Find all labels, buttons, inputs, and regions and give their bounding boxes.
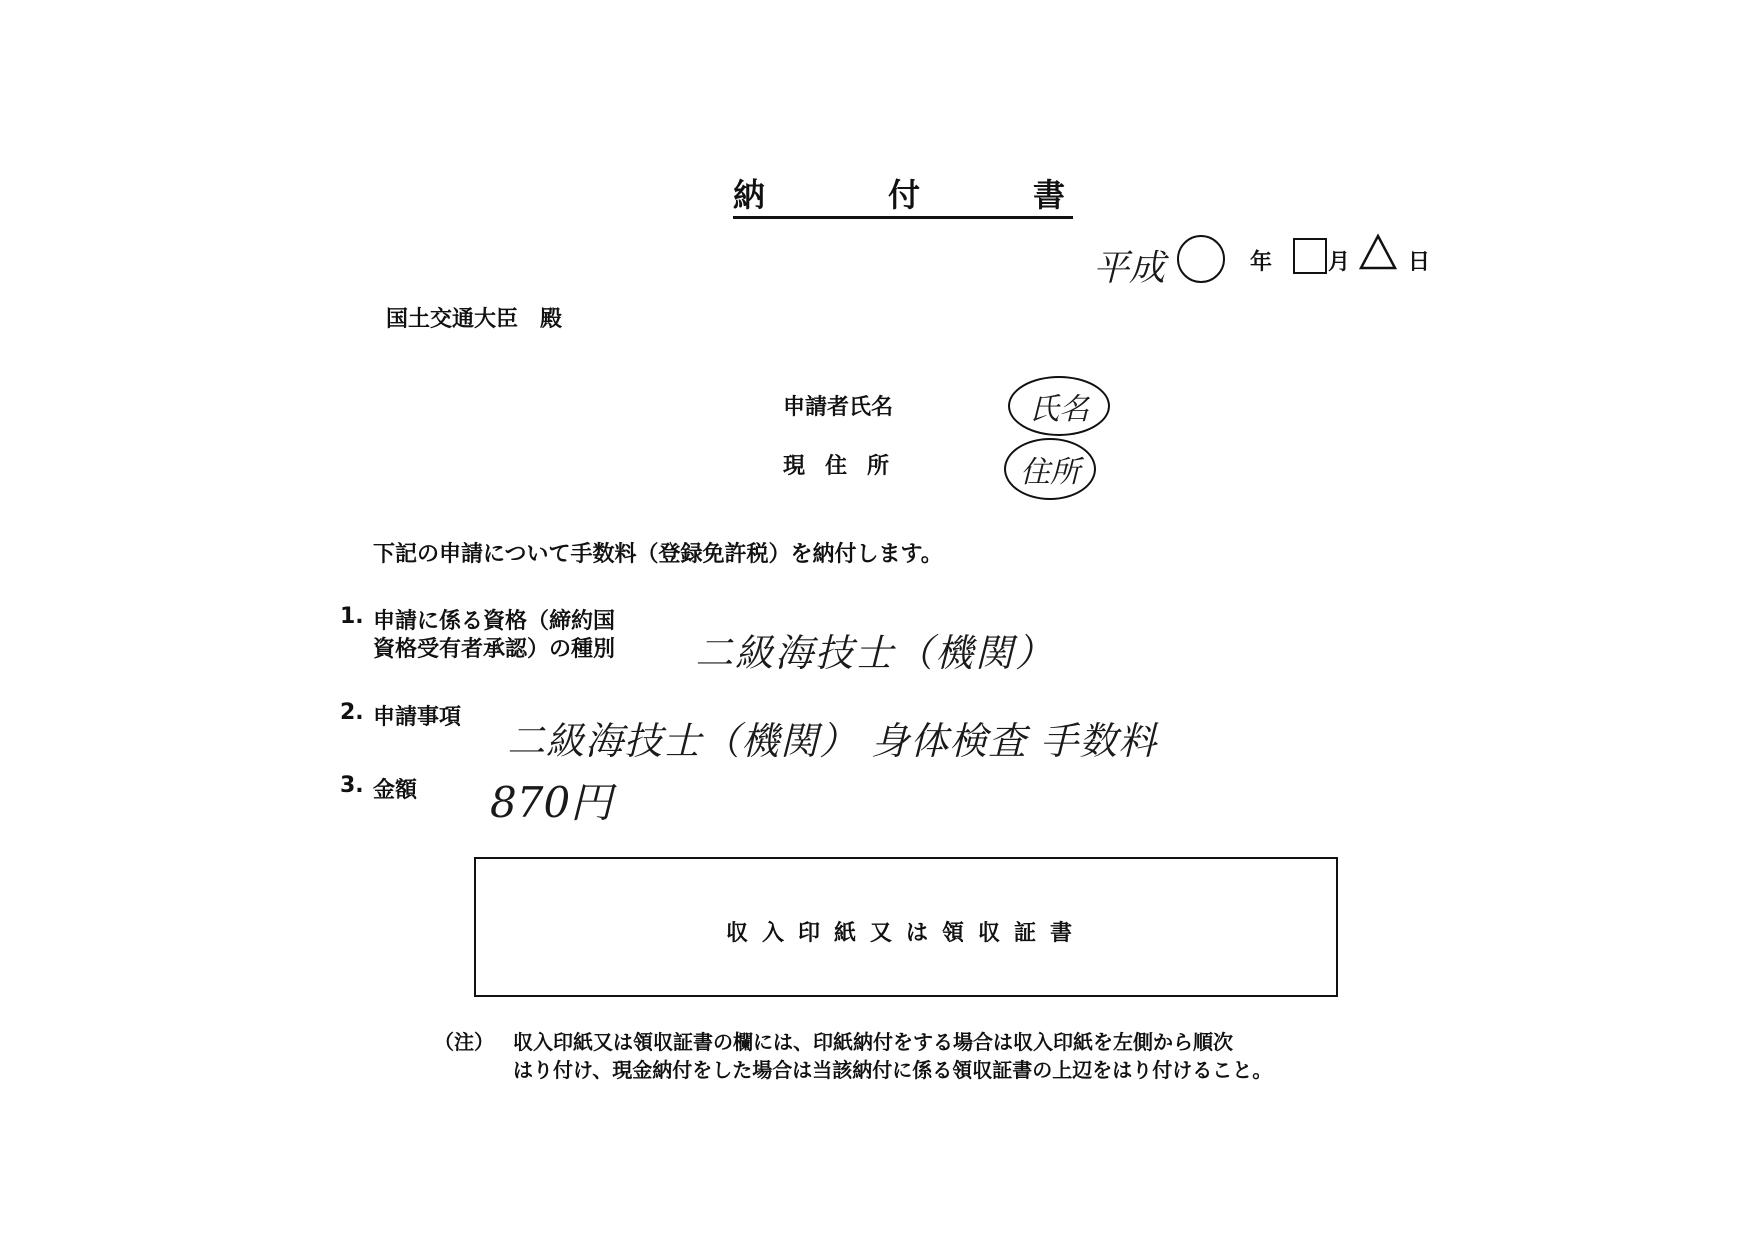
day-placeholder-triangle — [1358, 232, 1398, 272]
applicant-address-value: 住所 — [1020, 455, 1080, 490]
date-day-label: 日 — [1408, 250, 1431, 275]
applicant-name-circle — [1008, 376, 1110, 436]
revenue-stamp-box — [474, 857, 1338, 997]
applicant-address-label: 現住所 — [783, 454, 910, 479]
item-number-2: 2. — [340, 700, 364, 725]
month-placeholder-square — [1293, 238, 1327, 274]
revenue-stamp-box-label: 収入印紙又は領収証書 — [725, 921, 1086, 946]
note-marker: （注） — [434, 1030, 494, 1054]
applicant-name-label: 申請者氏名 — [783, 395, 894, 420]
title-char-3: 書 — [1033, 176, 1066, 214]
title-char-1: 納 — [733, 176, 766, 214]
year-placeholder-circle — [1177, 235, 1225, 283]
date-month-label: 月 — [1328, 250, 1351, 275]
applicant-address-circle — [1004, 438, 1096, 500]
applicant-name-value: 氏名 — [1029, 392, 1089, 427]
item2-label: 申請事項 — [373, 705, 462, 730]
item-number-3: 3. — [340, 773, 364, 798]
date-year-label: 年 — [1250, 250, 1273, 275]
item2-value: 二級海技士（機関） 身体検査 手数料 — [507, 719, 1158, 763]
item-number-1: 1. — [340, 604, 364, 629]
item3-label: 金額 — [373, 778, 418, 803]
item1-label-line2: 資格受有者承認）の種別 — [373, 637, 616, 662]
note-line-2: はり付け、現金納付をした場合は当該納付に係る領収証書の上辺をはり付けること。 — [513, 1058, 1273, 1082]
addressee: 国土交通大臣 殿 — [386, 307, 563, 332]
title-char-2: 付 — [888, 176, 921, 214]
date-era: 平成 — [1093, 248, 1166, 289]
document-title — [733, 170, 1073, 219]
statement-text: 下記の申請について手数料（登録免許税）を納付します。 — [373, 542, 943, 567]
item1-value: 二級海技士（機関） — [695, 631, 1056, 675]
note-line-1: 収入印紙又は領収証書の欄には、印紙納付をする場合は収入印紙を左側から順次 — [513, 1030, 1233, 1054]
item3-value: 870円 — [490, 778, 613, 827]
item1-label-line1: 申請に係る資格（締約国 — [373, 609, 616, 634]
